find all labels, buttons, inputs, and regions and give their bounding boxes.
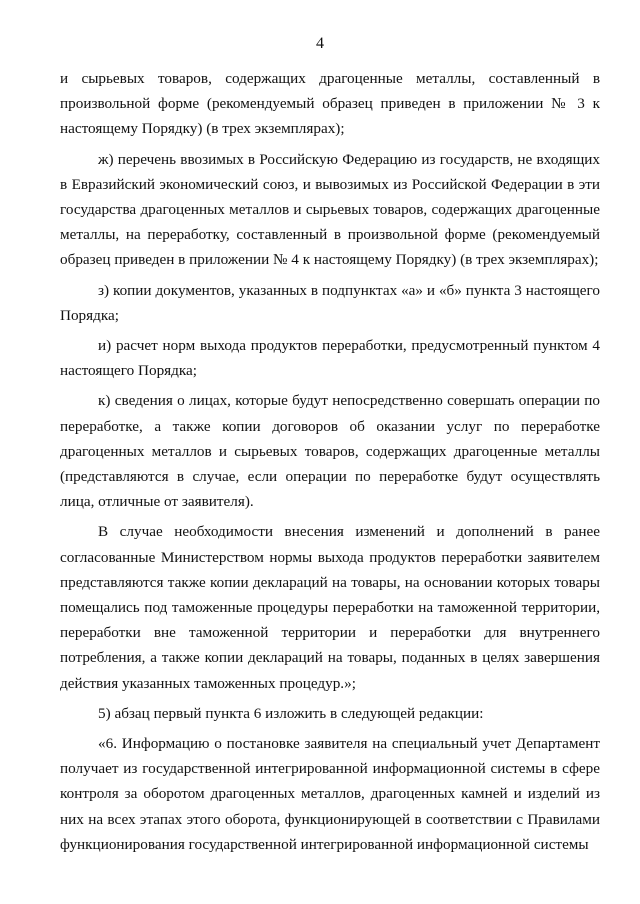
paragraph-continuation: и сырьевых товаров, содержащих драгоценные металлы, составленный в произвольной форме (рекомендуемый образец приведен в приложении № 3 к настоящему Порядку) (в трех экземплярах);	[60, 70, 600, 138]
page-number: 4	[316, 35, 324, 52]
paragraph-item-k: к) сведения о лицах, которые будут непосредственно совершать операции по переработке, а также копии договоров об оказании услуг по переработке драгоценных металлов и сырьевых товаров, содержащих драгоценные металлы (представляются в случае, если операции по переработке будут осуществлять лица, отличные от заявителя).	[60, 392, 600, 511]
paragraph-item-i: и) расчет норм выхода продуктов переработки, предусмотренный пунктом 4 настоящего Порядка;	[60, 337, 600, 380]
page-bottom-margin	[0, 895, 640, 904]
paragraph-item-5: 5) абзац первый пункта 6 изложить в следующей редакции:	[98, 704, 484, 722]
paragraph-point-6: «6. Информацию о постановке заявителя на специальный учет Департамент получает из государственной интегрированной информационной системы в сфере контроля за оборотом драгоценных металлов, драгоценных камней и изделий из них на всех этапах этого оборота, функционирующей в соответствии с Правилами функционирования государственной интегрированной информационной системы	[60, 735, 600, 853]
paragraph-item-z: з) копии документов, указанных в подпунктах «а» и «б» пункта 3 настоящего Порядка;	[60, 281, 600, 324]
paragraph-item-zh: ж) перечень ввозимых в Российскую Федерацию из государств, не входящих в Евразийский экономический союз, и вывозимых из Российской Федерации в эти государства драгоценных металлов и сырьевых товаров, содержащих драгоценные металлы, на переработку, составленный в произвольной форме (рекомендуемый образец приведен в приложении № 4 к настоящему Порядку) (в трех экземплярах);	[60, 150, 600, 269]
paragraph-amendment-note: В случае необходимости внесения изменений и дополнений в ранее согласованные Министерством нормы выхода продуктов переработки заявителем представляются также копии деклараций на товары, на основании которых товары помещались под таможенные процедуры переработки на таможенной территории, переработки вне таможенной территории и переработки для внутреннего потребления, а также копии деклараций на товары, поданных в целях завершения действия указанных таможенных процедур.»;	[60, 523, 600, 692]
document-body	[60, 66, 600, 857]
